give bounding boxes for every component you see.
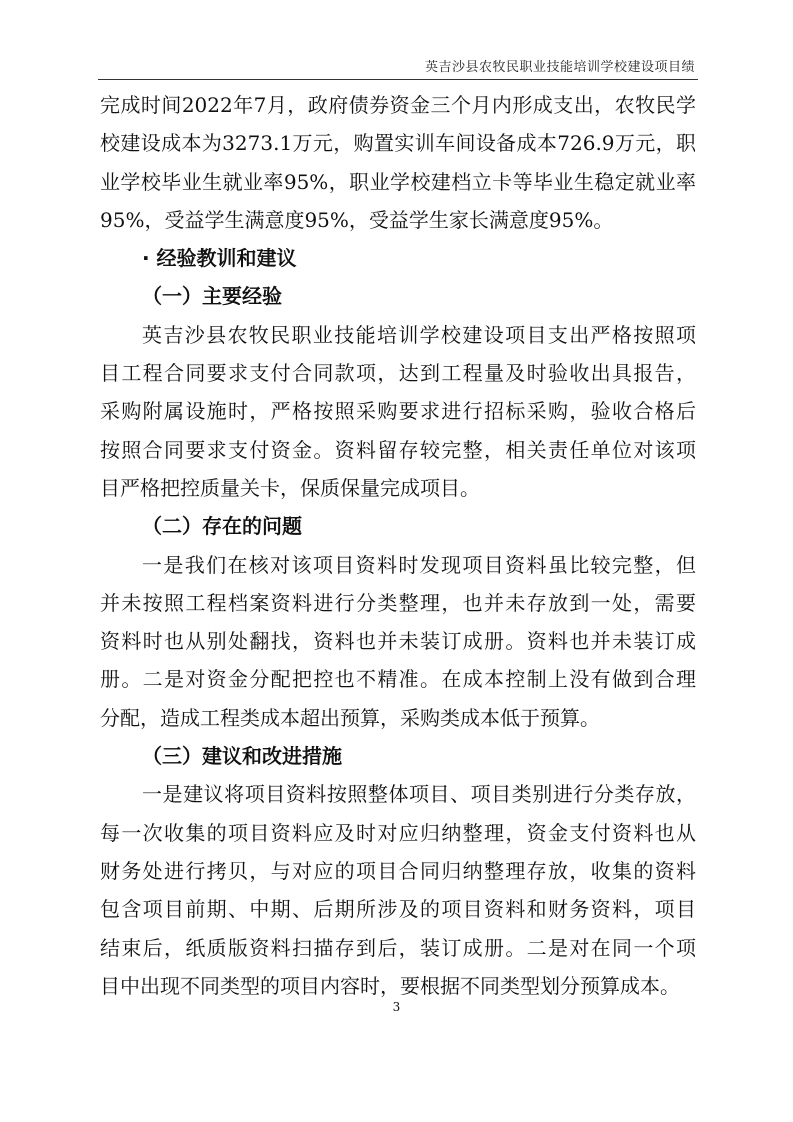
body-line: 采购附属设施时，严格按照采购要求进行招标采购，验收合格后 [100,399,696,424]
body-line: 一是建议将项目资料按照整体项目、项目类别进行分类存放， [142,782,696,807]
running-header: 英吉沙县农牧民职业技能培训学校建设项目绩 [424,60,695,75]
body-line: 财务处进行拷贝，与对应的项目合同归纳整理存放，收集的资料 [100,858,696,883]
body-line: 目严格把控质量关卡，保质保量完成项目。 [100,475,480,500]
subsection-heading-suggestions: （三）建议和改进措施 [142,744,342,769]
subsection-heading-main-experience: （一）主要经验 [142,284,282,309]
body-line: 目工程合同要求支付合同款项，达到工程量及时验收出具报告， [100,361,696,386]
body-line: 册。二是对资金分配把控也不精准。在成本控制上没有做到合理 [100,667,696,692]
subsection-heading-problems: （二）存在的问题 [142,514,302,539]
body-line: 每一次收集的项目资料应及时对应归纳整理，资金支付资料也从 [100,820,696,845]
document-body [100,86,696,1005]
body-line: 校建设成本为3273.1万元，购置实训车间设备成本726.9万元，职 [100,131,696,156]
page-number: 3 [392,1000,401,1014]
body-line: 完成时间2022年7月，政府债券资金三个月内形成支出，农牧民学 [100,93,696,117]
body-line: 英吉沙县农牧民职业技能培训学校建设项目支出严格按照项 [142,322,696,347]
body-line: 业学校毕业生就业率95%，职业学校建档立卡等毕业生稳定就业率 [100,169,696,194]
header-divider [98,79,698,80]
body-line: 按照合同要求支付资金。资料留存较完整，相关责任单位对该项 [100,437,696,462]
body-line: 目中出现不同类型的项目内容时，要根据不同类型划分预算成本。 [100,973,680,998]
body-line: 包含项目前期、中期、后期所涉及的项目资料和财务资料，项目 [100,897,696,922]
body-line: 并未按照工程档案资料进行分类整理，也并未存放到一处，需要 [100,590,696,615]
body-line: 分配，造成工程类成本超出预算，采购类成本低于预算。 [100,705,600,730]
body-line: 资料时也从别处翻找，资料也并未装订成册。资料也并未装订成 [100,629,696,654]
body-line: 结束后，纸质版资料扫描存到后，装订成册。二是对在同一个项 [100,935,696,960]
section-heading: · 经验教训和建议 [142,246,297,271]
body-line: 一是我们在核对该项目资料时发现项目资料虽比较完整，但 [142,552,696,577]
body-line: 95%，受益学生满意度95%，受益学生家长满意度95%。 [100,207,614,232]
